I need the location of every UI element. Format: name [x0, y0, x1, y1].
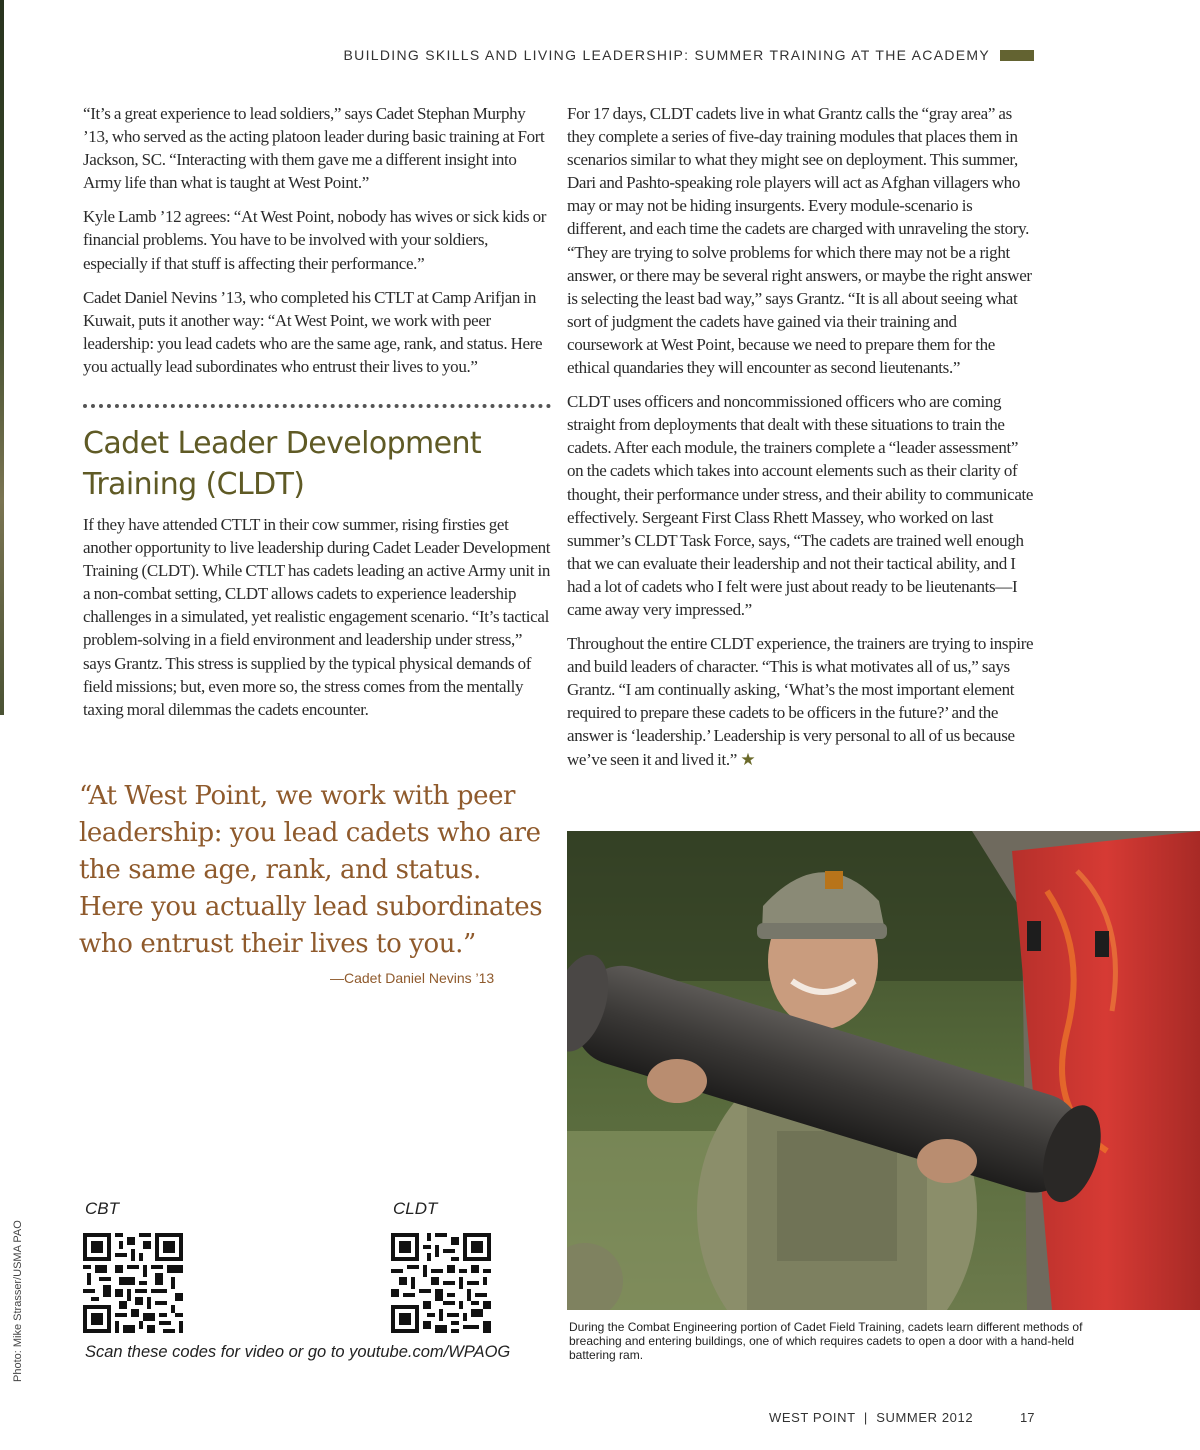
qr-label-cldt: CLDT [393, 1199, 438, 1218]
body-paragraph: “It’s a great experience to lead soldiers,” says Cadet Stephan Murphy ’13, who served as the acting platoon leader during basic training at Fort Jackson, SC. “Interacting with them gave me a different insight into Army life than what is taught at West Point.” [83, 104, 545, 193]
body-paragraph: For 17 days, CLDT cadets live in what Grantz calls the “gray area” as they complete a series of five-day training modules that places them in scenarios similar to what they might see on deployment. This summer, Dari and Pashto-speaking role players will act as Afghan villagers who may or may not be hiding insurgents. Every module-scenario is different, and each time the cadets are charged with unraveling the story. “They are trying to solve problems for which there may not be a right answer, or there may be several right answers, or maybe the right answer is selecting the least bad way,” says Grantz. “It is all about seeing what sort of judgment the cadets have gained via their training and coursework at West Point, because we need to prepare them for the ethical quandaries they will encounter as second lieutenants.” [567, 104, 1032, 378]
qr-code-cbt[interactable] [83, 1233, 183, 1333]
last-paragraph-text: Throughout the entire CLDT experience, the trainers are trying to inspire and build leaders of character. “This is what motivates all of us,” says Grantz. “I am continually asking, ‘What’s the most important element required to prepare these cadets to be officers in the future?’ and the answer is ‘leadership.’ Leadership is very personal to all of us because we’ve seen it and lived it.” [567, 634, 1034, 769]
running-head-bar [1000, 50, 1034, 61]
body-paragraph: Cadet Daniel Nevins ’13, who completed his CTLT at Camp Arifjan in Kuwait, puts it another way: “At West Point, we work with peer leadership: you lead cadets who are the same age, rank, and status. Here you actually lead subordinates who entrust their lives to you.” [83, 287, 543, 376]
qr-label-cbt: CBT [85, 1199, 119, 1218]
body-paragraph: Kyle Lamb ’12 agrees: “At West Point, nobody has wives or sick kids or financial problems. You have to be involved with your soldiers, especially if that stuff is affecting their performance.” [83, 207, 547, 273]
right-column [567, 102, 1034, 782]
pull-quote: “At West Point, we work with peer leadership: you lead cadets who are the same age, rank, and status. Here you actually lead subordinates who entrust their lives to you.” [79, 781, 543, 959]
footer-publication: WEST POINT | SUMMER 2012 [769, 1410, 974, 1425]
photo-edge-strip [0, 0, 4, 715]
qr-caption: Scan these codes for video or go to youtube.com/WPAOG [85, 1343, 511, 1361]
pull-quote-attribution: —Cadet Daniel Nevins ’13 [330, 970, 495, 986]
section-body [83, 513, 553, 732]
end-star-icon: ★ [740, 749, 756, 769]
photo-credit: Photo: Mike Strasser/USMA PAO [12, 1220, 24, 1382]
training-photo [567, 831, 1200, 1310]
qr-code-icon [83, 1233, 183, 1333]
section-divider [83, 404, 551, 408]
running-head: BUILDING SKILLS AND LIVING LEADERSHIP: SUMMER TRAINING AT THE ACADEMY [343, 47, 990, 63]
left-column [83, 102, 548, 389]
body-paragraph: CLDT uses officers and noncommissioned officers who are coming straight from deployments that dealt with these situations to train the cadets. After each module, the trainers complete a “leader assessment” on the cadets which takes into account elements such as their clarity of thought, their performance under stress, and their ability to communicate effectively. Sergeant First Class Rhett Massey, who worked on last summer’s CLDT Task Force, says, “The cadets are trained well enough that we can evaluate their leadership and not their tactical ability, and I had a lot of cadets who I felt were just about ready to be lieutenants—I came away very impressed.” [567, 392, 1034, 619]
section-heading: Cadet Leader Development Training (CLDT) [83, 426, 482, 502]
qr-code-cldt[interactable] [391, 1233, 491, 1333]
qr-code-icon [391, 1233, 491, 1333]
photo-caption: During the Combat Engineering portion of Cadet Field Training, cadets learn different methods of breaching and entering buildings, one of which requires cadets to open a door with a hand-held battering ram. [569, 1320, 1083, 1362]
body-paragraph-last [567, 632, 1034, 771]
body-paragraph: If they have attended CTLT in their cow summer, rising firsties get another opportunity to live leadership during Cadet Leader Development Training (CLDT). While CTLT has cadets leading an active Army unit in a non-combat setting, CLDT allows cadets to experience leadership challenges in a simulated, yet realistic engagement scenario. “It’s tactical problem-solving in a field environment and leadership under stress,” says Grantz. This stress is supplied by the typical physical demands of field missions; but, even more so, the stress comes from the mentally taxing moral dilemmas the cadets encounter. [83, 515, 551, 719]
page-number: 17 [1020, 1410, 1035, 1425]
